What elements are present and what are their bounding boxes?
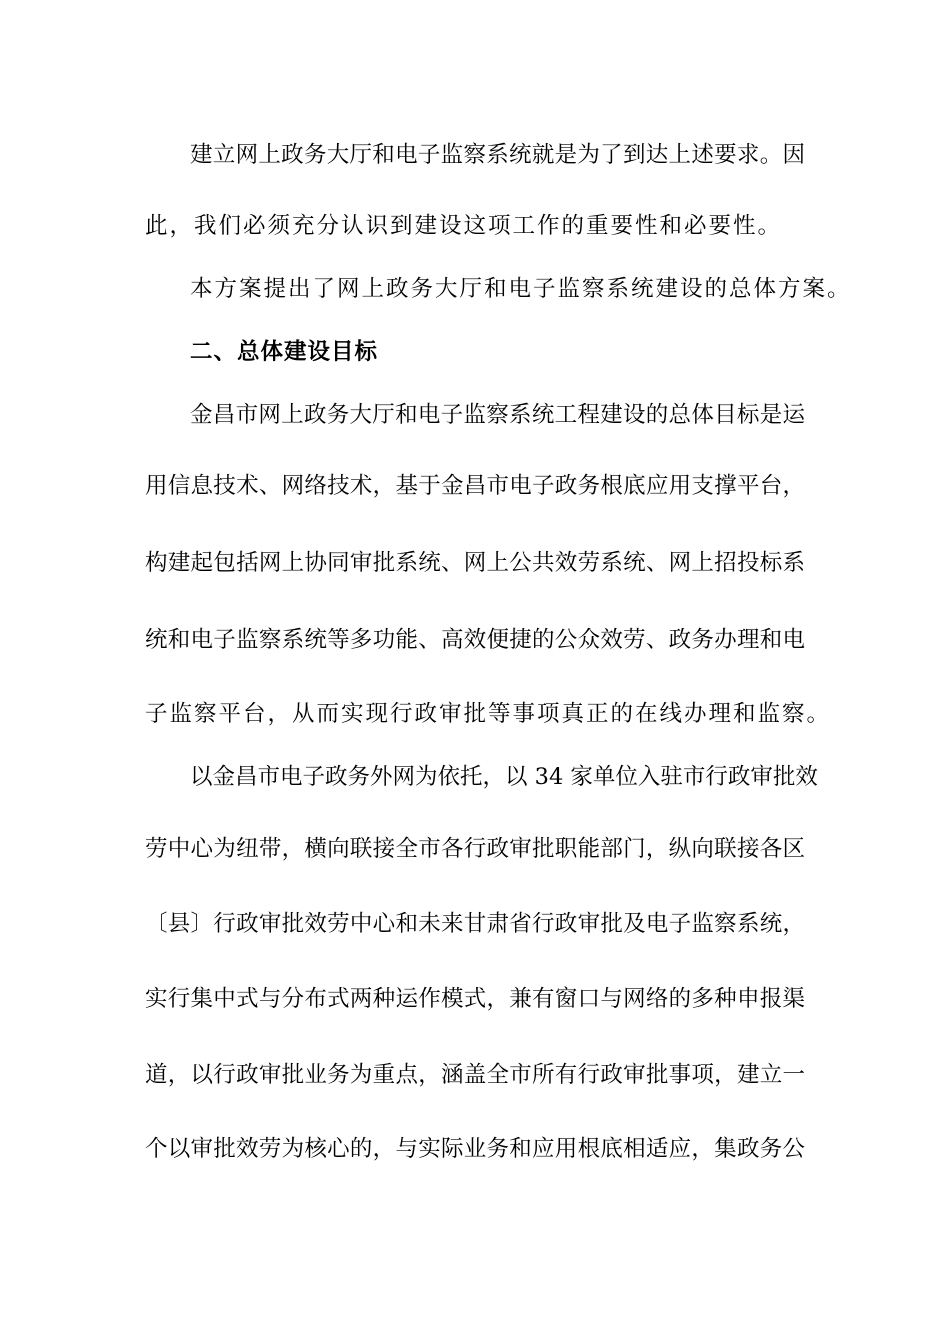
paragraph-1-line-2: 此，我们必须充分认识到建设这项工作的重要性和必要性。 [145, 213, 783, 239]
paragraph-3-line-4: 统和电子监察系统等多功能、高效便捷的公众效劳、政务办理和电 [145, 627, 805, 653]
paragraph-3-line-5: 子监察平台，从而实现行政审批等事项真正的在线办理和监察。 [145, 701, 832, 727]
paragraph-3-line-3: 构建起包括网上协同审批系统、网上公共效劳系统、网上招投标系 [145, 550, 805, 576]
paragraph-3-line-2: 用信息技术、网络技术，基于金昌市电子政务根底应用支撑平台， [145, 473, 805, 499]
paragraph-4-line-4: 实行集中式与分布式两种运作模式，兼有窗口与网络的多种申报渠 [145, 986, 805, 1012]
paragraph-4-line-3: 〔县〕行政审批效劳中心和未来甘肃省行政审批及电子监察系统， [145, 911, 805, 937]
paragraph-4-line-1: 以金昌市电子政务外网为依托，以 34 家单位入驻市行政审批效 [190, 764, 818, 790]
paragraph-2-line-1: 本方案提出了网上政务大厅和电子监察系统建设的总体方案。 [190, 276, 852, 302]
paragraph-1-line-1: 建立网上政务大厅和电子监察系统就是为了到达上述要求。因 [190, 142, 805, 168]
paragraph-4-line-2: 劳中心为纽带，横向联接全市各行政审批职能部门，纵向联接各区 [145, 836, 805, 862]
paragraph-4-line-6: 个以审批效劳为核心的，与实际业务和应用根底相适应，集政务公 [145, 1136, 805, 1162]
section-heading: 二、总体建设目标 [190, 339, 379, 365]
paragraph-3-line-1: 金昌市网上政务大厅和电子监察系统工程建设的总体目标是运 [190, 402, 805, 428]
paragraph-4-line-5: 道，以行政审批业务为重点，涵盖全市所有行政审批事项，建立一 [145, 1062, 805, 1088]
